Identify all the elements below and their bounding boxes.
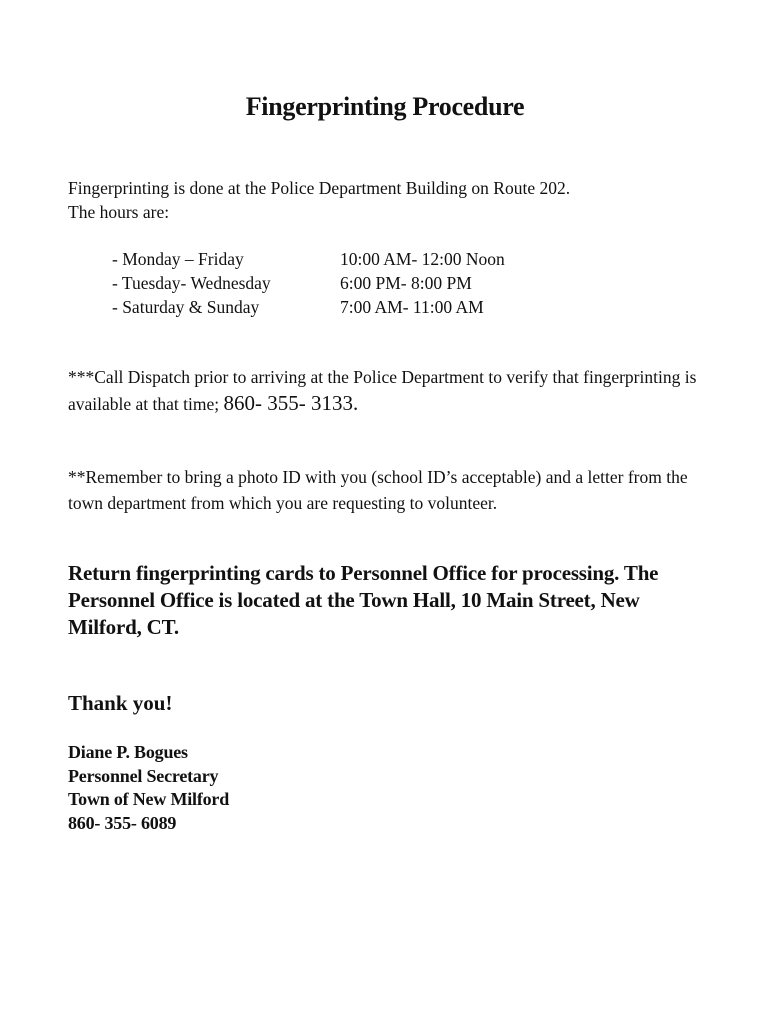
dispatch-phone: 860- 355- 3133. <box>223 391 359 415</box>
hours-day: - Monday – Friday <box>112 249 244 269</box>
return-instructions: Return fingerprinting cards to Personnel Office for processing. The Personnel Office is located at the Town Hall, 10 Main Street, New Milford, CT. <box>68 561 659 639</box>
signer-name: Diane P. Bogues <box>68 742 188 762</box>
signer-organization: Town of New Milford <box>68 789 230 809</box>
signature-block <box>68 741 229 835</box>
intro-paragraph <box>68 176 570 224</box>
thank-you: Thank you! <box>68 691 173 715</box>
hours-row <box>112 247 505 271</box>
signer-phone: 860- 355- 6089 <box>68 812 177 833</box>
hours-day: - Saturday & Sunday <box>112 297 260 317</box>
page-title: Fingerprinting Procedure <box>245 92 525 121</box>
intro-line-location: Fingerprinting is done at the Police Department Building on Route 202. <box>68 178 571 198</box>
hours-row <box>112 271 505 295</box>
dispatch-note <box>68 364 718 417</box>
dispatch-note-text: ***Call Dispatch prior to arriving at the Police Department to verify that fingerprinting is available at that time; <box>68 367 697 414</box>
hours-list <box>112 247 505 319</box>
hours-day: - Tuesday- Wednesday <box>112 273 271 293</box>
remember-note: **Remember to bring a photo ID with you (school ID’s acceptable) and a letter from the town department from which you are requesting to volunteer. <box>68 467 688 513</box>
hours-row <box>112 295 505 319</box>
intro-line-hours: The hours are: <box>68 202 170 222</box>
hours-time: 7:00 AM- 11:00 AM <box>340 297 484 317</box>
hours-time: 6:00 PM- 8:00 PM <box>340 273 472 293</box>
hours-time: 10:00 AM- 12:00 Noon <box>340 249 505 269</box>
signer-role: Personnel Secretary <box>68 765 219 786</box>
